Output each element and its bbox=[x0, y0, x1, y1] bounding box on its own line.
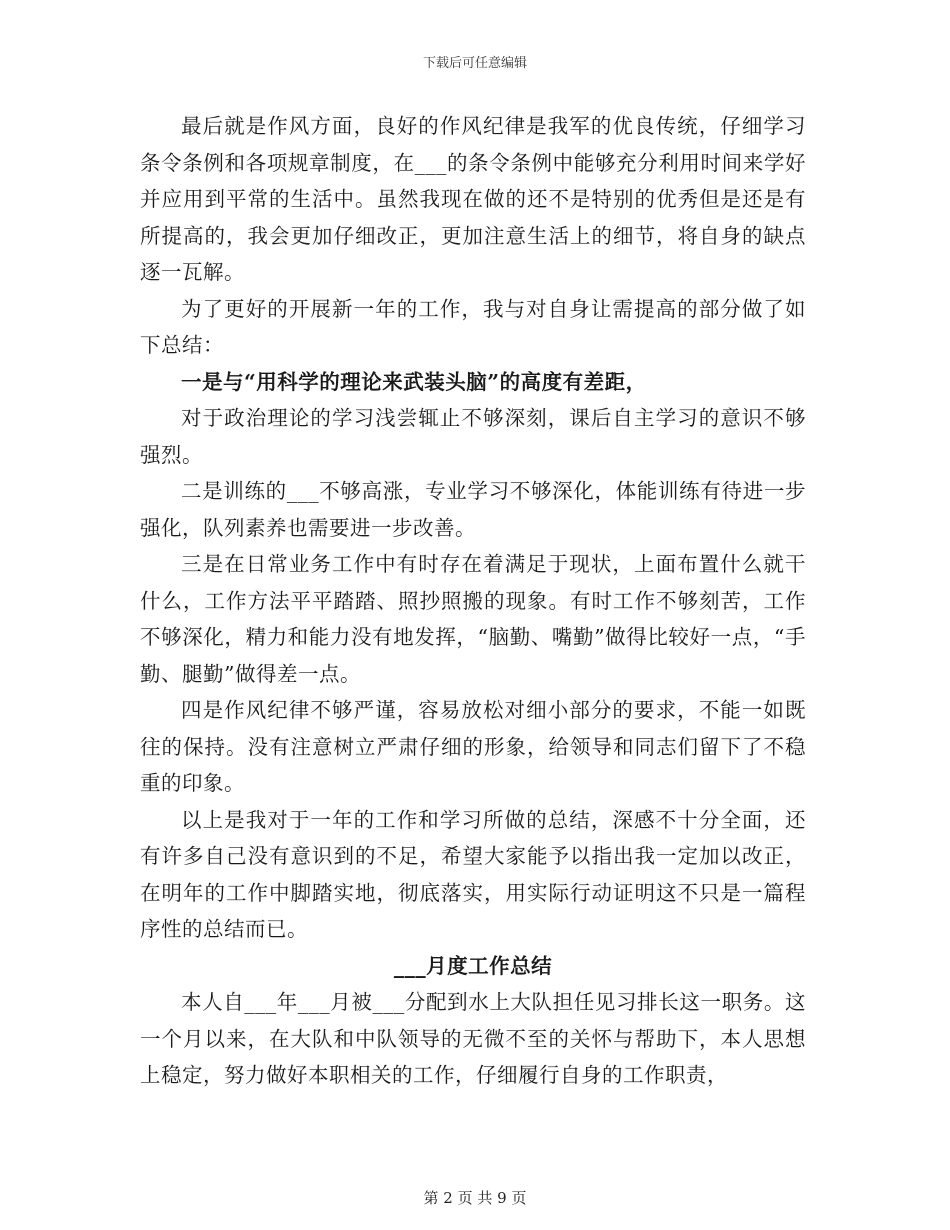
paragraph-work-style: 最后就是作风方面，良好的作风纪律是我军的优良传统，仔细学习条令条例和各项规章制度，在___的条令条例中能够充分利用时间来学好并应用到平常的生活中。虽然我现在做的还不是特别的优秀但是还是有所提高的，我会更加仔细改正，更加注意生活上的细节，将自身的缺点逐一瓦解。 bbox=[140, 114, 806, 284]
paragraph-point-two: 二是训练的___不够高涨，专业学习不够深化，体能训练有待进一步强化，队列素养也需要进一步改善。 bbox=[140, 479, 806, 540]
page-header: 下载后可任意编辑 bbox=[422, 56, 527, 71]
page-footer: 第 2 页 共 9 页 bbox=[423, 1189, 527, 1207]
paragraph-conclusion: 以上是我对于一年的工作和学习所做的总结，深感不十分全面，还有许多自己没有意识到的不足，希望大家能予以指出我一定加以改正，在明年的工作中脚踏实地，彻底落实，用实际行动证明这不只是一篇程序性的总结而已。 bbox=[140, 807, 806, 941]
paragraph-point-three: 三是在日常业务工作中有时存在着满足于现状，上面布置什么就干什么，工作方法平平踏踏、照抄照搬的现象。有时工作不够刻苦，工作不够深化，精力和能力没有地发挥，“脑勤、嘴勤”做得比较好一点，“手勤、腿勤”做得差一点。 bbox=[140, 552, 806, 686]
paragraph-point-one-detail: 对于政治理论的学习浅尝辄止不够深刻，课后自主学习的意识不够强烈。 bbox=[140, 406, 806, 467]
document-body bbox=[140, 108, 806, 1094]
paragraph-point-four: 四是作风纪律不够严谨，容易放松对细小部分的要求，不能一如既往的保持。没有注意树立严肃仔细的形象，给领导和同志们留下了不稳重的印象。 bbox=[140, 698, 806, 795]
paragraph-point-one-heading: 一是与“用科学的理论来武装头脑”的高度有差距， bbox=[181, 369, 647, 394]
paragraph-monthly-intro: 本人自___年___月被___分配到水上大队担任见习排长这一职务。这一个月以来，在大队和中队领导的无微不至的关怀与帮助下，本人思想上稳定，努力做好本职相关的工作，仔细履行自身的工作职责， bbox=[140, 990, 806, 1087]
paragraph-summary-intro: 为了更好的开展新一年的工作，我与对自身让需提高的部分做了如下总结： bbox=[140, 296, 806, 357]
section-title: ___月度工作总结 bbox=[393, 953, 553, 978]
